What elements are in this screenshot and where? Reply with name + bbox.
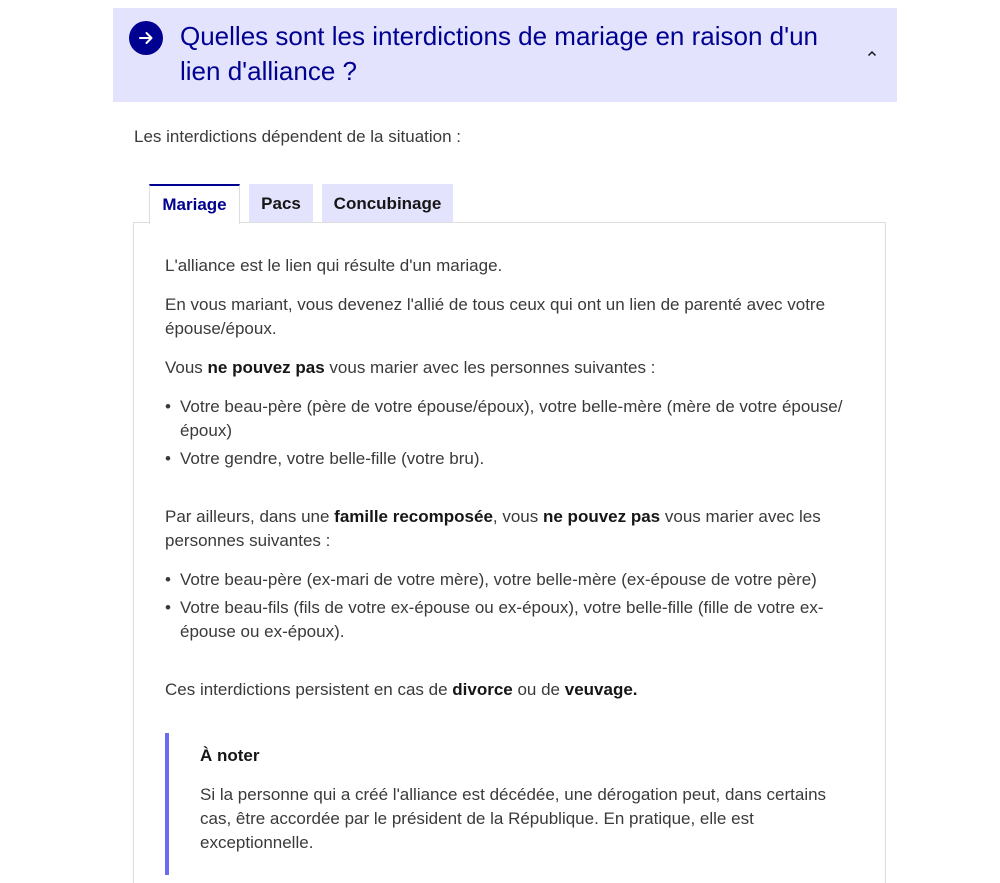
list-interdictions-alliance bbox=[165, 395, 855, 471]
chevron-up-icon[interactable] bbox=[865, 46, 879, 60]
note-title: À noter bbox=[200, 746, 260, 765]
tab-concubinage[interactable]: Concubinage bbox=[322, 184, 453, 224]
paragraph-definition: L'alliance est le lien qui résulte d'un mariage. bbox=[165, 256, 503, 275]
list-item: • Votre gendre, votre belle-fille (votre bru). bbox=[165, 447, 855, 471]
accordion-header[interactable] bbox=[113, 8, 897, 102]
list-interdictions-recomposee bbox=[165, 568, 855, 644]
bold-text: divorce bbox=[452, 680, 513, 699]
tab-panel-mariage bbox=[133, 222, 886, 883]
paragraph-allie: En vous mariant, vous devenez l'allié de tous ceux qui ont un lien de parenté avec votre épouse/époux. bbox=[165, 295, 826, 338]
text: ou de bbox=[512, 680, 565, 699]
tab-mariage[interactable]: Mariage bbox=[149, 184, 240, 224]
text: , vous bbox=[492, 507, 543, 526]
tab-pacs[interactable]: Pacs bbox=[249, 184, 313, 224]
text: vous marier avec les personnes suivantes : bbox=[324, 358, 656, 377]
text: Vous bbox=[165, 358, 208, 377]
text: Par ailleurs, dans une bbox=[165, 507, 335, 526]
arrow-right-icon bbox=[129, 21, 163, 55]
intro-text: Les interdictions dépendent de la situation : bbox=[134, 127, 462, 146]
bold-text: ne pouvez pas bbox=[207, 358, 325, 377]
note-accent-bar bbox=[165, 733, 169, 875]
paragraph-persistance bbox=[165, 678, 855, 702]
bold-text: veuvage. bbox=[564, 680, 638, 699]
paragraph-interdiction bbox=[165, 356, 855, 380]
list-item: • Votre beau-père (père de votre épouse/époux), votre belle-mère (mère de votre épouse/époux) bbox=[165, 395, 855, 443]
note-text: Si la personne qui a créé l'alliance est décédée, une dérogation peut, dans certains cas, être accordée par le président de la République. En pratique, elle est exceptionnelle. bbox=[200, 785, 827, 852]
panel-content bbox=[165, 254, 855, 875]
text: Ces interdictions persistent en cas de bbox=[165, 680, 453, 699]
bold-text: ne pouvez pas bbox=[543, 507, 661, 526]
tab-list bbox=[149, 184, 453, 224]
paragraph-famille-recomposee bbox=[165, 505, 855, 553]
accordion-title: Quelles sont les interdictions de mariage en raison d'un lien d'alliance ? bbox=[180, 21, 818, 86]
list-item: • Votre beau-père (ex-mari de votre mère), votre belle-mère (ex-épouse de votre père) bbox=[165, 568, 855, 592]
note-callout bbox=[165, 733, 855, 875]
text: vous marier avec les personnes suivantes : bbox=[165, 507, 821, 550]
list-item: • Votre beau-fils (fils de votre ex-épouse ou ex-époux), votre belle-fille (fille de votre ex-épouse ou ex-époux). bbox=[165, 596, 855, 644]
bold-text: famille recomposée bbox=[334, 507, 493, 526]
